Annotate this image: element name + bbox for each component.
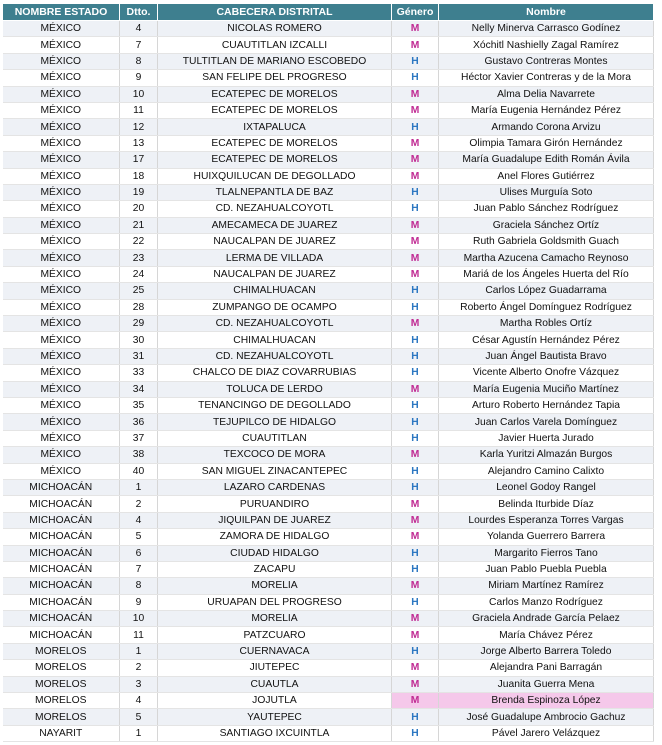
cell-genero[interactable]: M <box>392 496 439 512</box>
cell-nombre[interactable]: Javier Huerta Jurado <box>439 430 654 446</box>
table-row <box>3 594 654 610</box>
cell-nombre[interactable]: Anel Flores Gutiérrez <box>439 168 654 184</box>
cell-estado[interactable]: MÉXICO <box>3 53 120 69</box>
cell-nombre[interactable]: Ulises Murguía Soto <box>439 184 654 200</box>
cell-distrito[interactable]: 20 <box>120 201 158 217</box>
cell-estado[interactable]: MÉXICO <box>3 152 120 168</box>
cell-estado[interactable]: MICHOACÁN <box>3 479 120 495</box>
cell-genero[interactable]: M <box>392 102 439 118</box>
cell-nombre[interactable]: Armando Corona Arvizu <box>439 119 654 135</box>
cell-cabecera[interactable]: CUAUTLA <box>158 676 392 692</box>
cell-nombre[interactable]: Héctor Xavier Contreras y de la Mora <box>439 70 654 86</box>
cell-distrito[interactable]: 18 <box>120 168 158 184</box>
table-row <box>3 578 654 594</box>
table-row <box>3 152 654 168</box>
cell-nombre[interactable]: María Eugenia Muciño Martínez <box>439 381 654 397</box>
cell-genero[interactable]: M <box>392 660 439 676</box>
cell-cabecera[interactable]: ECATEPEC DE MORELOS <box>158 135 392 151</box>
cell-nombre[interactable]: María Eugenia Hernández Pérez <box>439 102 654 118</box>
cell-genero[interactable]: H <box>392 709 439 725</box>
cell-distrito[interactable]: 8 <box>120 578 158 594</box>
table-row <box>3 643 654 659</box>
cell-nombre[interactable]: Arturo Roberto Hernández Tapia <box>439 397 654 413</box>
cell-cabecera[interactable]: CD. NEZAHUALCOYOTL <box>158 348 392 364</box>
cell-cabecera[interactable]: IXTAPALUCA <box>158 119 392 135</box>
cell-distrito[interactable]: 5 <box>120 529 158 545</box>
cell-distrito[interactable]: 30 <box>120 332 158 348</box>
cell-distrito[interactable]: 4 <box>120 21 158 37</box>
cell-genero[interactable]: M <box>392 217 439 233</box>
cell-distrito[interactable]: 12 <box>120 119 158 135</box>
cell-distrito[interactable]: 9 <box>120 70 158 86</box>
cell-cabecera[interactable]: NAUCALPAN DE JUAREZ <box>158 234 392 250</box>
table-row <box>3 119 654 135</box>
cell-estado[interactable]: MÉXICO <box>3 348 120 364</box>
cell-cabecera[interactable]: SANTIAGO IXCUINTLA <box>158 725 392 741</box>
cell-distrito[interactable]: 28 <box>120 299 158 315</box>
table-row <box>3 70 654 86</box>
table-row <box>3 316 654 332</box>
cell-distrito[interactable]: 37 <box>120 430 158 446</box>
cell-distrito[interactable]: 1 <box>120 725 158 741</box>
cell-genero[interactable]: M <box>392 611 439 627</box>
cell-nombre[interactable]: José Guadalupe Ambrocio Gachuz <box>439 709 654 725</box>
table-row <box>3 725 654 741</box>
cell-cabecera[interactable]: JIUTEPEC <box>158 660 392 676</box>
table-row <box>3 168 654 184</box>
cell-cabecera[interactable]: CIUDAD HIDALGO <box>158 545 392 561</box>
cell-genero[interactable]: H <box>392 283 439 299</box>
table-row <box>3 348 654 364</box>
cell-genero[interactable]: H <box>392 643 439 659</box>
cell-distrito[interactable]: 38 <box>120 447 158 463</box>
cell-nombre[interactable]: María Guadalupe Edith Román Ávila <box>439 152 654 168</box>
cell-distrito[interactable]: 8 <box>120 53 158 69</box>
cell-distrito[interactable]: 11 <box>120 627 158 643</box>
cell-cabecera[interactable]: CUAUTITLAN IZCALLI <box>158 37 392 53</box>
cell-nombre[interactable]: Juan Pablo Puebla Puebla <box>439 561 654 577</box>
cell-distrito[interactable]: 23 <box>120 250 158 266</box>
cell-distrito[interactable]: 2 <box>120 660 158 676</box>
cell-genero[interactable]: M <box>392 316 439 332</box>
table-row <box>3 201 654 217</box>
cell-distrito[interactable]: 40 <box>120 463 158 479</box>
cell-genero[interactable]: M <box>392 135 439 151</box>
table-row <box>3 414 654 430</box>
cell-genero[interactable]: H <box>392 479 439 495</box>
header-estado[interactable]: NOMBRE ESTADO <box>3 4 120 21</box>
table-row <box>3 102 654 118</box>
cell-cabecera[interactable]: CUERNAVACA <box>158 643 392 659</box>
cell-distrito[interactable]: 21 <box>120 217 158 233</box>
cell-distrito[interactable]: 4 <box>120 512 158 528</box>
cell-nombre[interactable]: Mariá de los Ángeles Huerta del Río <box>439 266 654 282</box>
table-row <box>3 217 654 233</box>
cell-estado[interactable]: MÉXICO <box>3 184 120 200</box>
table-row <box>3 479 654 495</box>
cell-estado[interactable]: MORELOS <box>3 660 120 676</box>
cell-nombre[interactable]: Juanita Guerra Mena <box>439 676 654 692</box>
cell-distrito[interactable]: 1 <box>120 479 158 495</box>
cell-estado[interactable]: MÉXICO <box>3 217 120 233</box>
cell-cabecera[interactable]: TENANCINGO DE DEGOLLADO <box>158 397 392 413</box>
cell-nombre[interactable]: Carlos López Guadarrama <box>439 283 654 299</box>
cell-estado[interactable]: NAYARIT <box>3 725 120 741</box>
table-row <box>3 561 654 577</box>
cell-estado[interactable]: MICHOACÁN <box>3 594 120 610</box>
cell-genero[interactable]: M <box>392 168 439 184</box>
cell-estado[interactable]: MÉXICO <box>3 397 120 413</box>
cell-estado[interactable]: MÉXICO <box>3 381 120 397</box>
cell-nombre[interactable]: César Agustín Hernández Pérez <box>439 332 654 348</box>
cell-estado[interactable]: MÉXICO <box>3 201 120 217</box>
table-row <box>3 381 654 397</box>
table-row <box>3 283 654 299</box>
cell-nombre[interactable]: Margarito Fierros Tano <box>439 545 654 561</box>
cell-estado[interactable]: MÉXICO <box>3 135 120 151</box>
cell-genero[interactable]: H <box>392 414 439 430</box>
cell-nombre[interactable]: Vicente Alberto Onofre Vázquez <box>439 365 654 381</box>
cell-estado[interactable]: MICHOACÁN <box>3 627 120 643</box>
cell-genero[interactable]: M <box>392 693 439 709</box>
cell-genero[interactable]: H <box>392 365 439 381</box>
cell-cabecera[interactable]: LAZARO CARDENAS <box>158 479 392 495</box>
cell-cabecera[interactable]: PURUANDIRO <box>158 496 392 512</box>
cell-nombre[interactable]: Pável Jarero Velázquez <box>439 725 654 741</box>
cell-nombre[interactable]: Martha Azucena Camacho Reynoso <box>439 250 654 266</box>
cell-genero[interactable]: M <box>392 676 439 692</box>
cell-estado[interactable]: MORELOS <box>3 709 120 725</box>
cell-nombre[interactable]: Gustavo Contreras Montes <box>439 53 654 69</box>
cell-cabecera[interactable]: ZUMPANGO DE OCAMPO <box>158 299 392 315</box>
cell-genero[interactable]: H <box>392 463 439 479</box>
cell-nombre[interactable]: Lourdes Esperanza Torres Vargas <box>439 512 654 528</box>
cell-cabecera[interactable]: NAUCALPAN DE JUAREZ <box>158 266 392 282</box>
cell-genero[interactable]: M <box>392 381 439 397</box>
cell-estado[interactable]: MORELOS <box>3 643 120 659</box>
cell-cabecera[interactable]: SAN MIGUEL ZINACANTEPEC <box>158 463 392 479</box>
cell-nombre[interactable]: María Chávez Pérez <box>439 627 654 643</box>
cell-distrito[interactable]: 3 <box>120 676 158 692</box>
table-row <box>3 709 654 725</box>
cell-cabecera[interactable]: HUIXQUILUCAN DE DEGOLLADO <box>158 168 392 184</box>
cell-distrito[interactable]: 6 <box>120 545 158 561</box>
cell-estado[interactable]: MICHOACÁN <box>3 561 120 577</box>
cell-cabecera[interactable]: ZACAPU <box>158 561 392 577</box>
cell-genero[interactable]: M <box>392 37 439 53</box>
table-row <box>3 512 654 528</box>
cell-nombre[interactable]: Alejandra Pani Barragán <box>439 660 654 676</box>
cell-estado[interactable]: MÉXICO <box>3 86 120 102</box>
cell-estado[interactable]: MICHOACÁN <box>3 611 120 627</box>
cell-genero[interactable]: M <box>392 234 439 250</box>
cell-cabecera[interactable]: PATZCUARO <box>158 627 392 643</box>
table-row <box>3 693 654 709</box>
cell-estado[interactable]: MÉXICO <box>3 365 120 381</box>
cell-cabecera[interactable]: CHALCO DE DIAZ COVARRUBIAS <box>158 365 392 381</box>
cell-estado[interactable]: MÉXICO <box>3 70 120 86</box>
cell-cabecera[interactable]: TLALNEPANTLA DE BAZ <box>158 184 392 200</box>
cell-cabecera[interactable]: TEJUPILCO DE HIDALGO <box>158 414 392 430</box>
cell-cabecera[interactable]: ECATEPEC DE MORELOS <box>158 152 392 168</box>
table-row <box>3 545 654 561</box>
cell-estado[interactable]: MICHOACÁN <box>3 578 120 594</box>
cell-genero[interactable]: M <box>392 447 439 463</box>
cell-cabecera[interactable]: NICOLAS ROMERO <box>158 21 392 37</box>
cell-genero[interactable]: H <box>392 725 439 741</box>
cell-nombre[interactable]: Yolanda Guerrero Barrera <box>439 529 654 545</box>
cell-genero[interactable]: H <box>392 299 439 315</box>
cell-distrito[interactable]: 35 <box>120 397 158 413</box>
cell-nombre[interactable]: Belinda Iturbide Díaz <box>439 496 654 512</box>
cell-cabecera[interactable]: TOLUCA DE LERDO <box>158 381 392 397</box>
cell-cabecera[interactable]: URUAPAN DEL PROGRESO <box>158 594 392 610</box>
table-row <box>3 21 654 37</box>
table-row <box>3 86 654 102</box>
cell-cabecera[interactable]: LERMA DE VILLADA <box>158 250 392 266</box>
cell-genero[interactable]: H <box>392 332 439 348</box>
table-row <box>3 447 654 463</box>
cell-distrito[interactable]: 34 <box>120 381 158 397</box>
header-cabecera[interactable]: CABECERA DISTRITAL <box>158 4 392 21</box>
cell-nombre[interactable]: Alma Delia Navarrete <box>439 86 654 102</box>
table-row <box>3 266 654 282</box>
cell-cabecera[interactable]: YAUTEPEC <box>158 709 392 725</box>
table-row <box>3 529 654 545</box>
cell-cabecera[interactable]: ECATEPEC DE MORELOS <box>158 86 392 102</box>
cell-distrito[interactable]: 22 <box>120 234 158 250</box>
cell-estado[interactable]: MÉXICO <box>3 266 120 282</box>
cell-nombre[interactable]: Xóchitl Nashielly Zagal Ramírez <box>439 37 654 53</box>
cell-distrito[interactable]: 7 <box>120 37 158 53</box>
cell-genero[interactable]: M <box>392 250 439 266</box>
cell-cabecera[interactable]: CUAUTITLAN <box>158 430 392 446</box>
cell-estado[interactable]: MICHOACÁN <box>3 496 120 512</box>
table-row <box>3 676 654 692</box>
table-row <box>3 299 654 315</box>
cell-distrito[interactable]: 19 <box>120 184 158 200</box>
cell-estado[interactable]: MORELOS <box>3 676 120 692</box>
cell-estado[interactable]: MÉXICO <box>3 102 120 118</box>
cell-genero[interactable]: H <box>392 561 439 577</box>
cell-estado[interactable]: MÉXICO <box>3 299 120 315</box>
table-body <box>3 21 654 742</box>
cell-nombre[interactable]: Nelly Minerva Carrasco Godínez <box>439 21 654 37</box>
cell-distrito[interactable]: 24 <box>120 266 158 282</box>
cell-genero[interactable]: M <box>392 578 439 594</box>
cell-genero[interactable]: M <box>392 86 439 102</box>
cell-genero[interactable]: H <box>392 184 439 200</box>
cell-estado[interactable]: MÉXICO <box>3 250 120 266</box>
header-nombre[interactable]: Nombre <box>439 4 654 21</box>
cell-estado[interactable]: MÉXICO <box>3 316 120 332</box>
table-row <box>3 332 654 348</box>
cell-distrito[interactable]: 4 <box>120 693 158 709</box>
table-row <box>3 184 654 200</box>
cell-estado[interactable]: MICHOACÁN <box>3 529 120 545</box>
cell-estado[interactable]: MÉXICO <box>3 414 120 430</box>
cell-estado[interactable]: MÉXICO <box>3 21 120 37</box>
cell-genero[interactable]: H <box>392 201 439 217</box>
cell-estado[interactable]: MÉXICO <box>3 119 120 135</box>
cell-genero[interactable]: H <box>392 545 439 561</box>
cell-distrito[interactable]: 33 <box>120 365 158 381</box>
table-row <box>3 37 654 53</box>
candidates-table <box>2 3 654 742</box>
cell-nombre[interactable]: Carlos Manzo Rodríguez <box>439 594 654 610</box>
cell-nombre[interactable]: Leonel Godoy Rangel <box>439 479 654 495</box>
cell-nombre[interactable]: Brenda Espinoza López <box>439 693 654 709</box>
cell-distrito[interactable]: 11 <box>120 102 158 118</box>
cell-estado[interactable]: MÉXICO <box>3 37 120 53</box>
cell-nombre[interactable]: Martha Robles Ortíz <box>439 316 654 332</box>
cell-estado[interactable]: MÉXICO <box>3 447 120 463</box>
table-row <box>3 234 654 250</box>
cell-distrito[interactable]: 9 <box>120 594 158 610</box>
cell-distrito[interactable]: 7 <box>120 561 158 577</box>
cell-estado[interactable]: MÉXICO <box>3 234 120 250</box>
cell-distrito[interactable]: 1 <box>120 643 158 659</box>
cell-nombre[interactable]: Ruth Gabriela Goldsmith Guach <box>439 234 654 250</box>
cell-genero[interactable]: M <box>392 512 439 528</box>
cell-cabecera[interactable]: TULTITLAN DE MARIANO ESCOBEDO <box>158 53 392 69</box>
cell-nombre[interactable]: Roberto Ángel Domínguez Rodríguez <box>439 299 654 315</box>
table-row <box>3 365 654 381</box>
cell-cabecera[interactable]: AMECAMECA DE JUAREZ <box>158 217 392 233</box>
cell-estado[interactable]: MÉXICO <box>3 168 120 184</box>
cell-cabecera[interactable]: CD. NEZAHUALCOYOTL <box>158 316 392 332</box>
cell-nombre[interactable]: Juan Ángel Bautista Bravo <box>439 348 654 364</box>
cell-cabecera[interactable]: CD. NEZAHUALCOYOTL <box>158 201 392 217</box>
cell-cabecera[interactable]: JIQUILPAN DE JUAREZ <box>158 512 392 528</box>
cell-genero[interactable]: M <box>392 627 439 643</box>
cell-genero[interactable]: H <box>392 430 439 446</box>
cell-genero[interactable]: H <box>392 70 439 86</box>
table-row <box>3 611 654 627</box>
cell-genero[interactable]: H <box>392 119 439 135</box>
cell-estado[interactable]: MICHOACÁN <box>3 545 120 561</box>
cell-distrito[interactable]: 29 <box>120 316 158 332</box>
cell-distrito[interactable]: 17 <box>120 152 158 168</box>
cell-cabecera[interactable]: TEXCOCO DE MORA <box>158 447 392 463</box>
cell-genero[interactable]: M <box>392 266 439 282</box>
table-row <box>3 463 654 479</box>
cell-distrito[interactable]: 2 <box>120 496 158 512</box>
header-genero[interactable]: Género <box>392 4 439 21</box>
cell-genero[interactable]: H <box>392 397 439 413</box>
table-row <box>3 53 654 69</box>
table-row <box>3 430 654 446</box>
cell-estado[interactable]: MÉXICO <box>3 463 120 479</box>
cell-cabecera[interactable]: SAN FELIPE DEL PROGRESO <box>158 70 392 86</box>
cell-estado[interactable]: MORELOS <box>3 693 120 709</box>
cell-cabecera[interactable]: JOJUTLA <box>158 693 392 709</box>
cell-nombre[interactable]: Juan Pablo Sánchez Rodríguez <box>439 201 654 217</box>
cell-nombre[interactable]: Miriam Martínez Ramírez <box>439 578 654 594</box>
cell-nombre[interactable]: Juan Carlos Varela Domínguez <box>439 414 654 430</box>
table-row <box>3 496 654 512</box>
cell-cabecera[interactable]: MORELIA <box>158 578 392 594</box>
cell-distrito[interactable]: 13 <box>120 135 158 151</box>
cell-distrito[interactable]: 5 <box>120 709 158 725</box>
cell-genero[interactable]: H <box>392 594 439 610</box>
cell-genero[interactable]: M <box>392 529 439 545</box>
table-row <box>3 660 654 676</box>
cell-genero[interactable]: H <box>392 53 439 69</box>
header-distrito[interactable]: Dtto. <box>120 4 158 21</box>
cell-genero[interactable]: M <box>392 21 439 37</box>
cell-genero[interactable]: H <box>392 348 439 364</box>
header-row <box>3 4 654 21</box>
cell-nombre[interactable]: Karla Yuritzi Almazán Burgos <box>439 447 654 463</box>
cell-nombre[interactable]: Alejandro Camino Calixto <box>439 463 654 479</box>
cell-cabecera[interactable]: MORELIA <box>158 611 392 627</box>
cell-cabecera[interactable]: CHIMALHUACAN <box>158 283 392 299</box>
table-row <box>3 627 654 643</box>
cell-genero[interactable]: M <box>392 152 439 168</box>
cell-distrito[interactable]: 36 <box>120 414 158 430</box>
cell-nombre[interactable]: Graciela Andrade García Pelaez <box>439 611 654 627</box>
cell-nombre[interactable]: Graciela Sánchez Ortíz <box>439 217 654 233</box>
table-row <box>3 397 654 413</box>
table-row <box>3 135 654 151</box>
cell-estado[interactable]: MÉXICO <box>3 430 120 446</box>
cell-nombre[interactable]: Olimpia Tamara Girón Hernández <box>439 135 654 151</box>
cell-cabecera[interactable]: ZAMORA DE HIDALGO <box>158 529 392 545</box>
cell-nombre[interactable]: Jorge Alberto Barrera Toledo <box>439 643 654 659</box>
cell-cabecera[interactable]: ECATEPEC DE MORELOS <box>158 102 392 118</box>
cell-estado[interactable]: MÉXICO <box>3 332 120 348</box>
table-row <box>3 250 654 266</box>
cell-distrito[interactable]: 10 <box>120 86 158 102</box>
cell-estado[interactable]: MÉXICO <box>3 283 120 299</box>
cell-distrito[interactable]: 10 <box>120 611 158 627</box>
cell-cabecera[interactable]: CHIMALHUACAN <box>158 332 392 348</box>
cell-distrito[interactable]: 25 <box>120 283 158 299</box>
cell-estado[interactable]: MICHOACÁN <box>3 512 120 528</box>
cell-distrito[interactable]: 31 <box>120 348 158 364</box>
